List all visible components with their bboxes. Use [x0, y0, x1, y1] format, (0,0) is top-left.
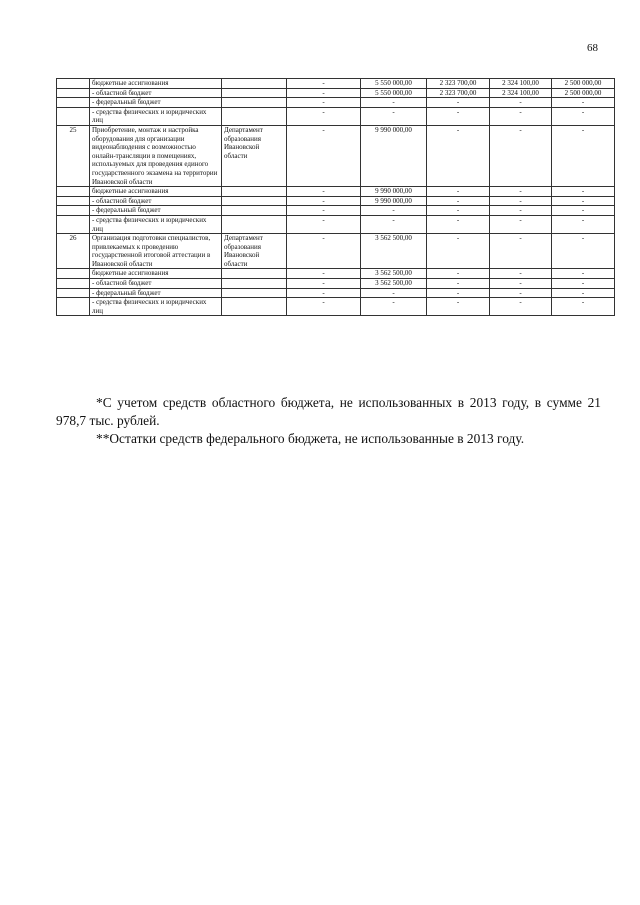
footnotes [56, 394, 601, 448]
cell-col-2: 9 990 000,00 [361, 125, 427, 186]
cell-item-name: - федеральный бюджет [90, 206, 222, 216]
cell-number [57, 187, 90, 197]
cell-col-2: - [361, 98, 427, 108]
cell-col-2: 3 562 500,00 [361, 279, 427, 289]
cell-col-2: 9 990 000,00 [361, 196, 427, 206]
cell-number [57, 196, 90, 206]
cell-col-1: - [287, 288, 361, 298]
table-row [57, 215, 615, 233]
cell-item-name: - средства физических и юридических лиц [90, 215, 222, 233]
table-row [57, 288, 615, 298]
cell-col-3: - [427, 215, 490, 233]
cell-executor [222, 98, 287, 108]
cell-col-5: - [552, 288, 615, 298]
cell-col-1: - [287, 107, 361, 125]
cell-number [57, 88, 90, 98]
cell-col-3: - [427, 279, 490, 289]
cell-executor: Департамент образования Ивановской области [222, 234, 287, 269]
cell-item-name: - федеральный бюджет [90, 288, 222, 298]
cell-col-5: 2 500 000,00 [552, 88, 615, 98]
cell-col-1: - [287, 234, 361, 269]
cell-col-5: - [552, 125, 615, 186]
cell-col-2: 9 990 000,00 [361, 187, 427, 197]
cell-executor [222, 79, 287, 89]
cell-col-4: - [490, 234, 552, 269]
cell-col-3: - [427, 269, 490, 279]
cell-col-4: - [490, 206, 552, 216]
cell-col-4: - [490, 187, 552, 197]
cell-executor [222, 88, 287, 98]
cell-number [57, 206, 90, 216]
table-row [57, 125, 615, 186]
table-row [57, 107, 615, 125]
cell-col-2: 5 550 000,00 [361, 88, 427, 98]
table-row [57, 88, 615, 98]
cell-col-1: - [287, 215, 361, 233]
cell-col-3: - [427, 98, 490, 108]
cell-item-name: - областной бюджет [90, 279, 222, 289]
cell-col-4: - [490, 269, 552, 279]
table-row [57, 196, 615, 206]
cell-col-4: - [490, 107, 552, 125]
cell-item-name: - средства физических и юридических лиц [90, 107, 222, 125]
cell-col-3: - [427, 196, 490, 206]
cell-item-name: - средства физических и юридических лиц [90, 298, 222, 316]
cell-executor [222, 187, 287, 197]
table-row [57, 279, 615, 289]
cell-col-1: - [287, 206, 361, 216]
cell-executor [222, 196, 287, 206]
cell-col-4: 2 324 100,00 [490, 79, 552, 89]
cell-col-2: - [361, 288, 427, 298]
cell-col-3: - [427, 206, 490, 216]
table-row [57, 79, 615, 89]
cell-executor [222, 298, 287, 316]
table-row [57, 298, 615, 316]
cell-item-name: бюджетные ассигнования [90, 79, 222, 89]
cell-col-2: 5 550 000,00 [361, 79, 427, 89]
table-body [57, 79, 615, 316]
cell-col-2: - [361, 298, 427, 316]
cell-col-3: - [427, 107, 490, 125]
cell-item-name: - областной бюджет [90, 196, 222, 206]
cell-col-5: 2 500 000,00 [552, 79, 615, 89]
footnote-regional-budget: *С учетом средств областного бюджета, не использованных в 2013 году, в сумме 21 978,7 тыс. рублей. [56, 395, 601, 428]
cell-col-1: - [287, 196, 361, 206]
cell-col-1: - [287, 98, 361, 108]
cell-item-name: Приобретение, монтаж и настройка оборудования для организации видеонаблюдения с возможностью онлайн-трансляции в помещениях, используемых для проведения единого государственного экзамена на территории Ивановской области [90, 125, 222, 186]
cell-col-2: - [361, 215, 427, 233]
cell-executor [222, 206, 287, 216]
cell-number [57, 98, 90, 108]
table-row [57, 269, 615, 279]
cell-col-4: - [490, 288, 552, 298]
cell-col-1: - [287, 298, 361, 316]
cell-col-5: - [552, 107, 615, 125]
cell-col-2: - [361, 206, 427, 216]
cell-col-1: - [287, 187, 361, 197]
cell-col-1: - [287, 125, 361, 186]
cell-col-5: - [552, 206, 615, 216]
cell-col-1: - [287, 88, 361, 98]
cell-item-name: Организация подготовки специалистов, привлекаемых к проведению государственной итоговой аттестации в Ивановской области [90, 234, 222, 269]
cell-item-name: - областной бюджет [90, 88, 222, 98]
cell-number: 26 [57, 234, 90, 269]
cell-col-3: - [427, 125, 490, 186]
cell-col-3: 2 323 700,00 [427, 79, 490, 89]
cell-number [57, 79, 90, 89]
cell-col-1: - [287, 79, 361, 89]
cell-col-1: - [287, 279, 361, 289]
cell-executor [222, 215, 287, 233]
table-row [57, 234, 615, 269]
cell-col-4: - [490, 215, 552, 233]
cell-item-name: - федеральный бюджет [90, 98, 222, 108]
cell-col-4: - [490, 298, 552, 316]
table-row [57, 187, 615, 197]
budget-table [56, 78, 615, 316]
cell-number [57, 288, 90, 298]
cell-col-2: 3 562 500,00 [361, 234, 427, 269]
footnote-federal-budget: **Остатки средств федерального бюджета, не использованные в 2013 году. [96, 431, 525, 446]
cell-number [57, 107, 90, 125]
cell-col-5: - [552, 298, 615, 316]
cell-col-5: - [552, 187, 615, 197]
cell-item-name: бюджетные ассигнования [90, 269, 222, 279]
cell-executor [222, 107, 287, 125]
cell-col-5: - [552, 269, 615, 279]
cell-col-3: 2 323 700,00 [427, 88, 490, 98]
cell-col-2: 3 562 500,00 [361, 269, 427, 279]
table-row [57, 206, 615, 216]
table-row [57, 98, 615, 108]
cell-col-2: - [361, 107, 427, 125]
cell-col-4: - [490, 196, 552, 206]
cell-col-5: - [552, 279, 615, 289]
cell-number [57, 298, 90, 316]
cell-number [57, 279, 90, 289]
cell-number [57, 269, 90, 279]
cell-col-5: - [552, 234, 615, 269]
cell-col-4: - [490, 125, 552, 186]
cell-col-5: - [552, 98, 615, 108]
cell-executor [222, 279, 287, 289]
cell-col-5: - [552, 215, 615, 233]
cell-executor [222, 269, 287, 279]
cell-col-3: - [427, 234, 490, 269]
cell-executor [222, 288, 287, 298]
cell-col-4: - [490, 98, 552, 108]
cell-item-name: бюджетные ассигнования [90, 187, 222, 197]
page-number: 68 [587, 42, 598, 54]
cell-col-3: - [427, 187, 490, 197]
cell-col-4: 2 324 100,00 [490, 88, 552, 98]
cell-col-3: - [427, 288, 490, 298]
cell-executor: Департамент образования Ивановской области [222, 125, 287, 186]
cell-col-3: - [427, 298, 490, 316]
cell-col-1: - [287, 269, 361, 279]
cell-number: 25 [57, 125, 90, 186]
cell-col-5: - [552, 196, 615, 206]
cell-number [57, 215, 90, 233]
cell-col-4: - [490, 279, 552, 289]
